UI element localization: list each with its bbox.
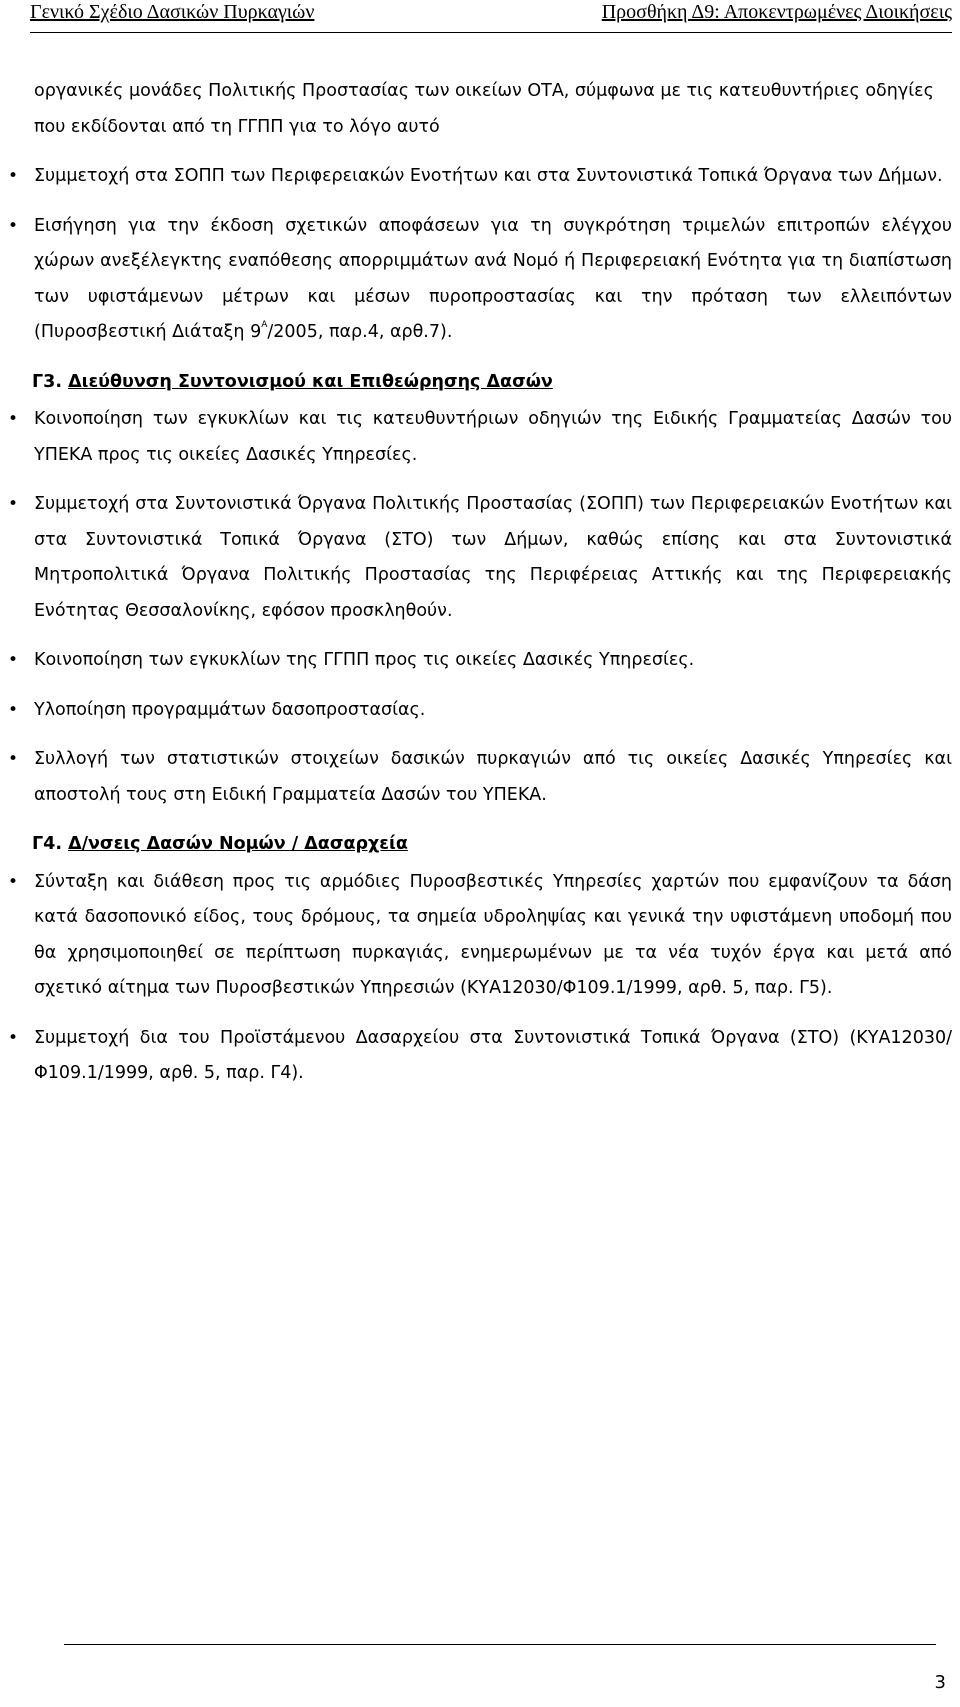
list-item [30, 209, 952, 351]
document-body [30, 74, 952, 1106]
bullet-list-g3 [30, 402, 952, 813]
header-appendix-title: Προσθήκη Δ9: Αποκεντρωμένες Διοικήσεις [601, 1, 952, 23]
section-number: Γ4. [32, 834, 62, 854]
section-heading-g4 [32, 827, 952, 863]
section-title: Διεύθυνση Συντονισμού και Επιθεώρησης Δασών [68, 371, 553, 392]
section-title: Δ/νσεις Δασών Νομών / Δασαρχεία [68, 834, 408, 854]
bullet-list-g4 [30, 865, 952, 1092]
list-item: • Συμμετοχή στα ΣΟΠΠ των Περιφερειακών Ενοτήτων και στα Συντονιστικά Τοπικά Όργανα των Δήμων. [30, 159, 952, 195]
list-item: • Κοινοποίηση των εγκυκλίων της ΓΓΠΠ προς τις οικείες Δασικές Υπηρεσίες. [30, 643, 952, 679]
list-item-text: Εισήγηση για την έκδοση σχετικών αποφάσεων για τη συγκρότηση τριμελών επιτροπών ελέγχου χώρων ανεξέλεγκτης εναπόθεσης απορριμμάτων ανά Νομό ή Περιφερειακή Ενότητα για τη διαπίστωση των υφιστάμενων μέτρων και μέσων πυροπροστασίας και την πρόταση των ελλειπόντων (Πυροσβεστική Διάταξη 9 [34, 215, 952, 342]
header-document-title: Γενικό Σχέδιο Δασικών Πυρκαγιών [30, 1, 315, 23]
page-header [30, 0, 952, 33]
footer-divider [64, 1644, 936, 1645]
page-number: 3 [934, 1672, 946, 1693]
list-item: • Συμμετοχή δια του Προϊστάμενου Δασαρχείου στα Συντονιστικά Τοπικά Όργανα (ΣΤΟ) (ΚΥΑ12030/Φ109.1/1999, αρθ. 5, παρ. Γ4). [30, 1021, 952, 1092]
section-heading-g3 [32, 365, 952, 401]
continuation-paragraph: οργανικές μονάδες Πολιτικής Προστασίας των οικείων ΟΤΑ, σύμφωνα με τις κατευθυντήριες οδηγίες που εκδίδονται από τη ΓΓΠΠ για το λόγο αυτό [34, 81, 934, 137]
list-item: • Σύνταξη και διάθεση προς τις αρμόδιες Πυροσβεστικές Υπηρεσίες χαρτών που εμφανίζουν τα δάση κατά δασοπονικό είδος, τους δρόμους, τα σημεία υδροληψίας και γενικά την υφιστάμενη υποδομή που θα χρησιμοποιηθεί σε περίπτωση πυρκαγιάς, ενημερωμένων με τα νέα τυχόν έργα και μετά από σχετικό αίτημα των Πυροσβεστικών Υπηρεσιών (ΚΥΑ12030/Φ109.1/1999, αρθ. 5, παρ. Γ5). [30, 865, 952, 1007]
superscript: Α [261, 320, 268, 330]
list-item: • Υλοποίηση προγραμμάτων δασοπροστασίας. [30, 693, 952, 729]
list-item: • Συλλογή των στατιστικών στοιχείων δασικών πυρκαγιών από τις οικείες Δασικές Υπηρεσίες και αποστολή τους στη Ειδική Γραμματεία Δασών του ΥΠΕΚΑ. [30, 742, 952, 813]
list-item: • Κοινοποίηση των εγκυκλίων και τις κατευθυντήριων οδηγιών της Ειδικής Γραμματείας Δασών του ΥΠΕΚΑ προς τις οικείες Δασικές Υπηρεσίες. [30, 402, 952, 473]
bullet-list-1 [30, 159, 952, 351]
list-item-text: /2005, παρ.4, αρθ.7). [267, 322, 453, 342]
list-item: • Συμμετοχή στα Συντονιστικά Όργανα Πολιτικής Προστασίας (ΣΟΠΠ) των Περιφερειακών Ενοτήτων και στα Συντονιστικά Τοπικά Όργανα (ΣΤΟ) των Δήμων, καθώς επίσης και στα Συντονιστικά Μητροπολιτικά Όργανα Πολιτικής Προστασίας της Περιφέρειας Αττικής και της Περιφερειακής Ενότητας Θεσσαλονίκης, εφόσον προσκληθούν. [30, 487, 952, 629]
section-number: Γ3. [32, 371, 62, 392]
